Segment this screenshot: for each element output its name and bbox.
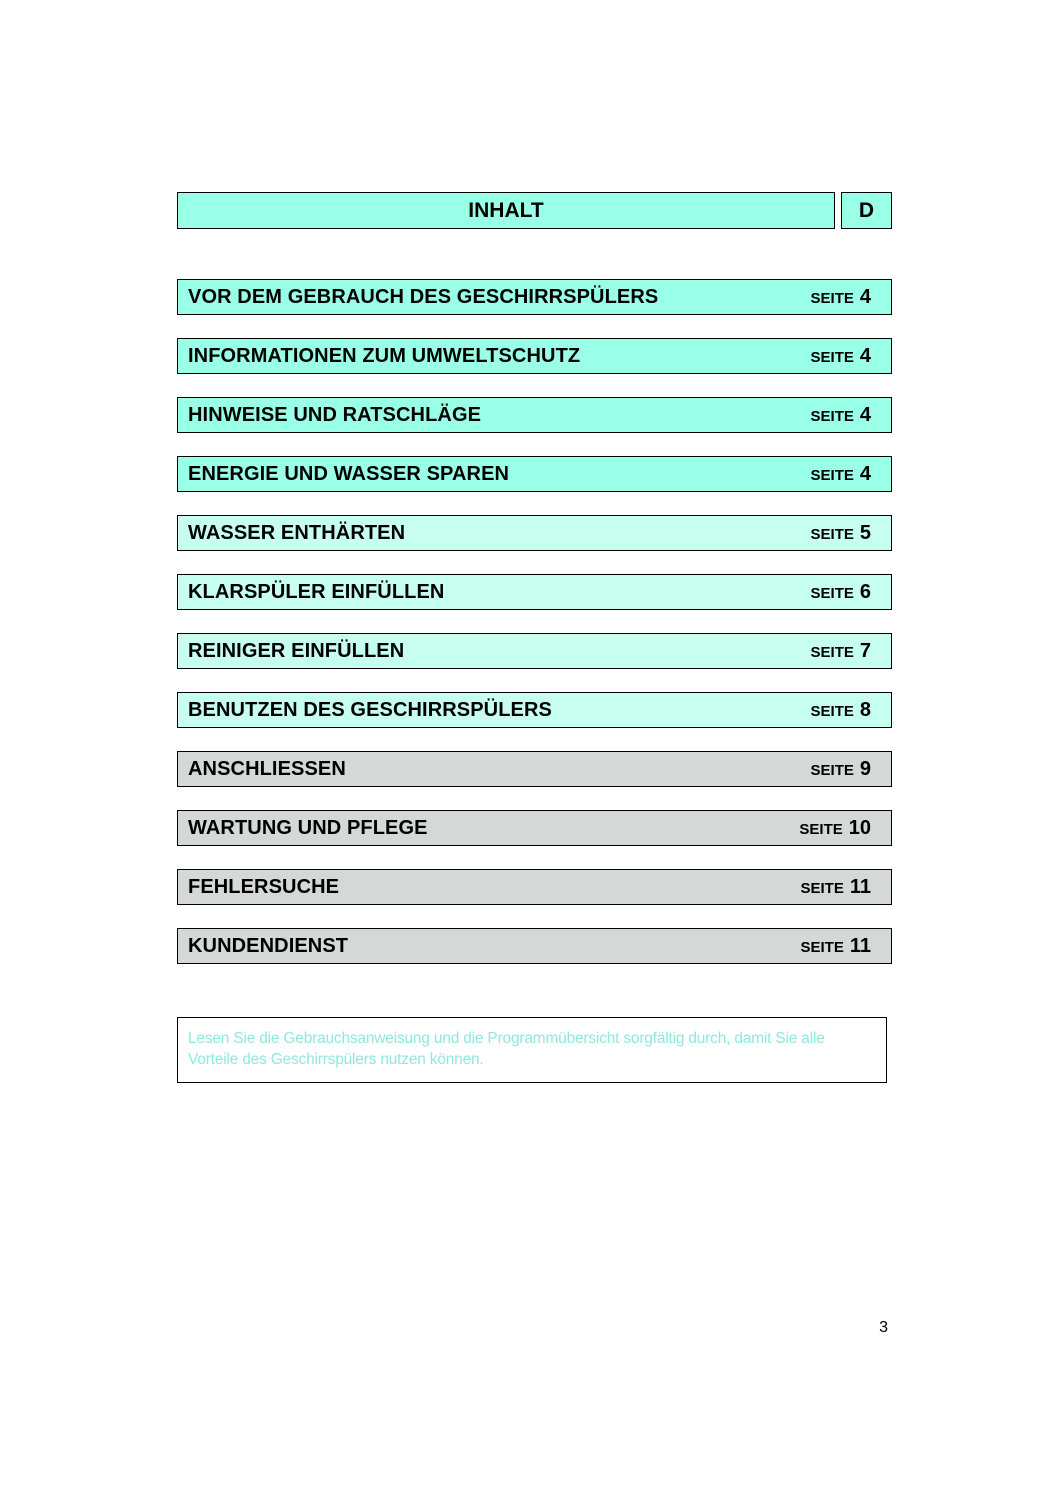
toc-entry-label: FEHLERSUCHE: [188, 875, 340, 898]
language-badge: D: [841, 192, 892, 229]
toc-entry-page: SEITE 5: [810, 521, 871, 544]
toc-entry-label: WARTUNG UND PFLEGE: [188, 816, 428, 839]
toc-entry-rinse-aid[interactable]: [177, 574, 892, 610]
toc-entry-page: SEITE 4: [810, 285, 871, 308]
toc-entry-environment[interactable]: [177, 338, 892, 374]
toc-entry-label: HINWEISE UND RATSCHLÄGE: [188, 403, 482, 426]
toc-entry-page: SEITE 4: [810, 403, 871, 426]
toc-entry-page: SEITE 6: [810, 580, 871, 603]
toc-entry-page: SEITE 4: [810, 462, 871, 485]
reading-note: Lesen Sie die Gebrauchsanweisung und die Programmübersicht sorgfältig durch, damit Sie alle Vorteile des Geschirrspülers nutzen können.: [177, 1017, 887, 1083]
toc-entry-page: SEITE 9: [810, 757, 871, 780]
toc-entry-troubleshooting[interactable]: [177, 869, 892, 905]
toc-entry-softening[interactable]: [177, 515, 892, 551]
toc-entry-label: REINIGER EINFÜLLEN: [188, 639, 405, 662]
toc-entry-using[interactable]: [177, 692, 892, 728]
toc-entry-page: SEITE 11: [800, 875, 871, 898]
toc-entry-connecting[interactable]: [177, 751, 892, 787]
toc-entry-service[interactable]: [177, 928, 892, 964]
toc-entry-before-use[interactable]: [177, 279, 892, 315]
page-number: 3: [879, 1319, 888, 1336]
toc-entry-saving[interactable]: [177, 456, 892, 492]
toc-entry-detergent[interactable]: [177, 633, 892, 669]
toc-entry-page: SEITE 8: [810, 698, 871, 721]
toc-entry-label: ENERGIE UND WASSER SPAREN: [188, 462, 510, 485]
toc-entry-page: SEITE 11: [800, 934, 871, 957]
toc-entry-label: VOR DEM GEBRAUCH DES GESCHIRRSPÜLERS: [188, 285, 659, 308]
toc-entry-page: SEITE 10: [799, 816, 871, 839]
toc-entry-maintenance[interactable]: [177, 810, 892, 846]
toc-entry-page: SEITE 4: [810, 344, 871, 367]
contents-title: INHALT: [177, 192, 835, 229]
toc-entry-label: INFORMATIONEN ZUM UMWELTSCHUTZ: [188, 344, 581, 367]
toc-entry-label: ANSCHLIESSEN: [188, 757, 346, 780]
toc-entry-page: SEITE 7: [810, 639, 871, 662]
toc-entry-label: KUNDENDIENST: [188, 934, 349, 957]
toc-entry-hints[interactable]: [177, 397, 892, 433]
toc-entry-label: WASSER ENTHÄRTEN: [188, 521, 406, 544]
toc-entry-label: KLARSPÜLER EINFÜLLEN: [188, 580, 445, 603]
toc-entry-label: BENUTZEN DES GESCHIRRSPÜLERS: [188, 698, 552, 721]
